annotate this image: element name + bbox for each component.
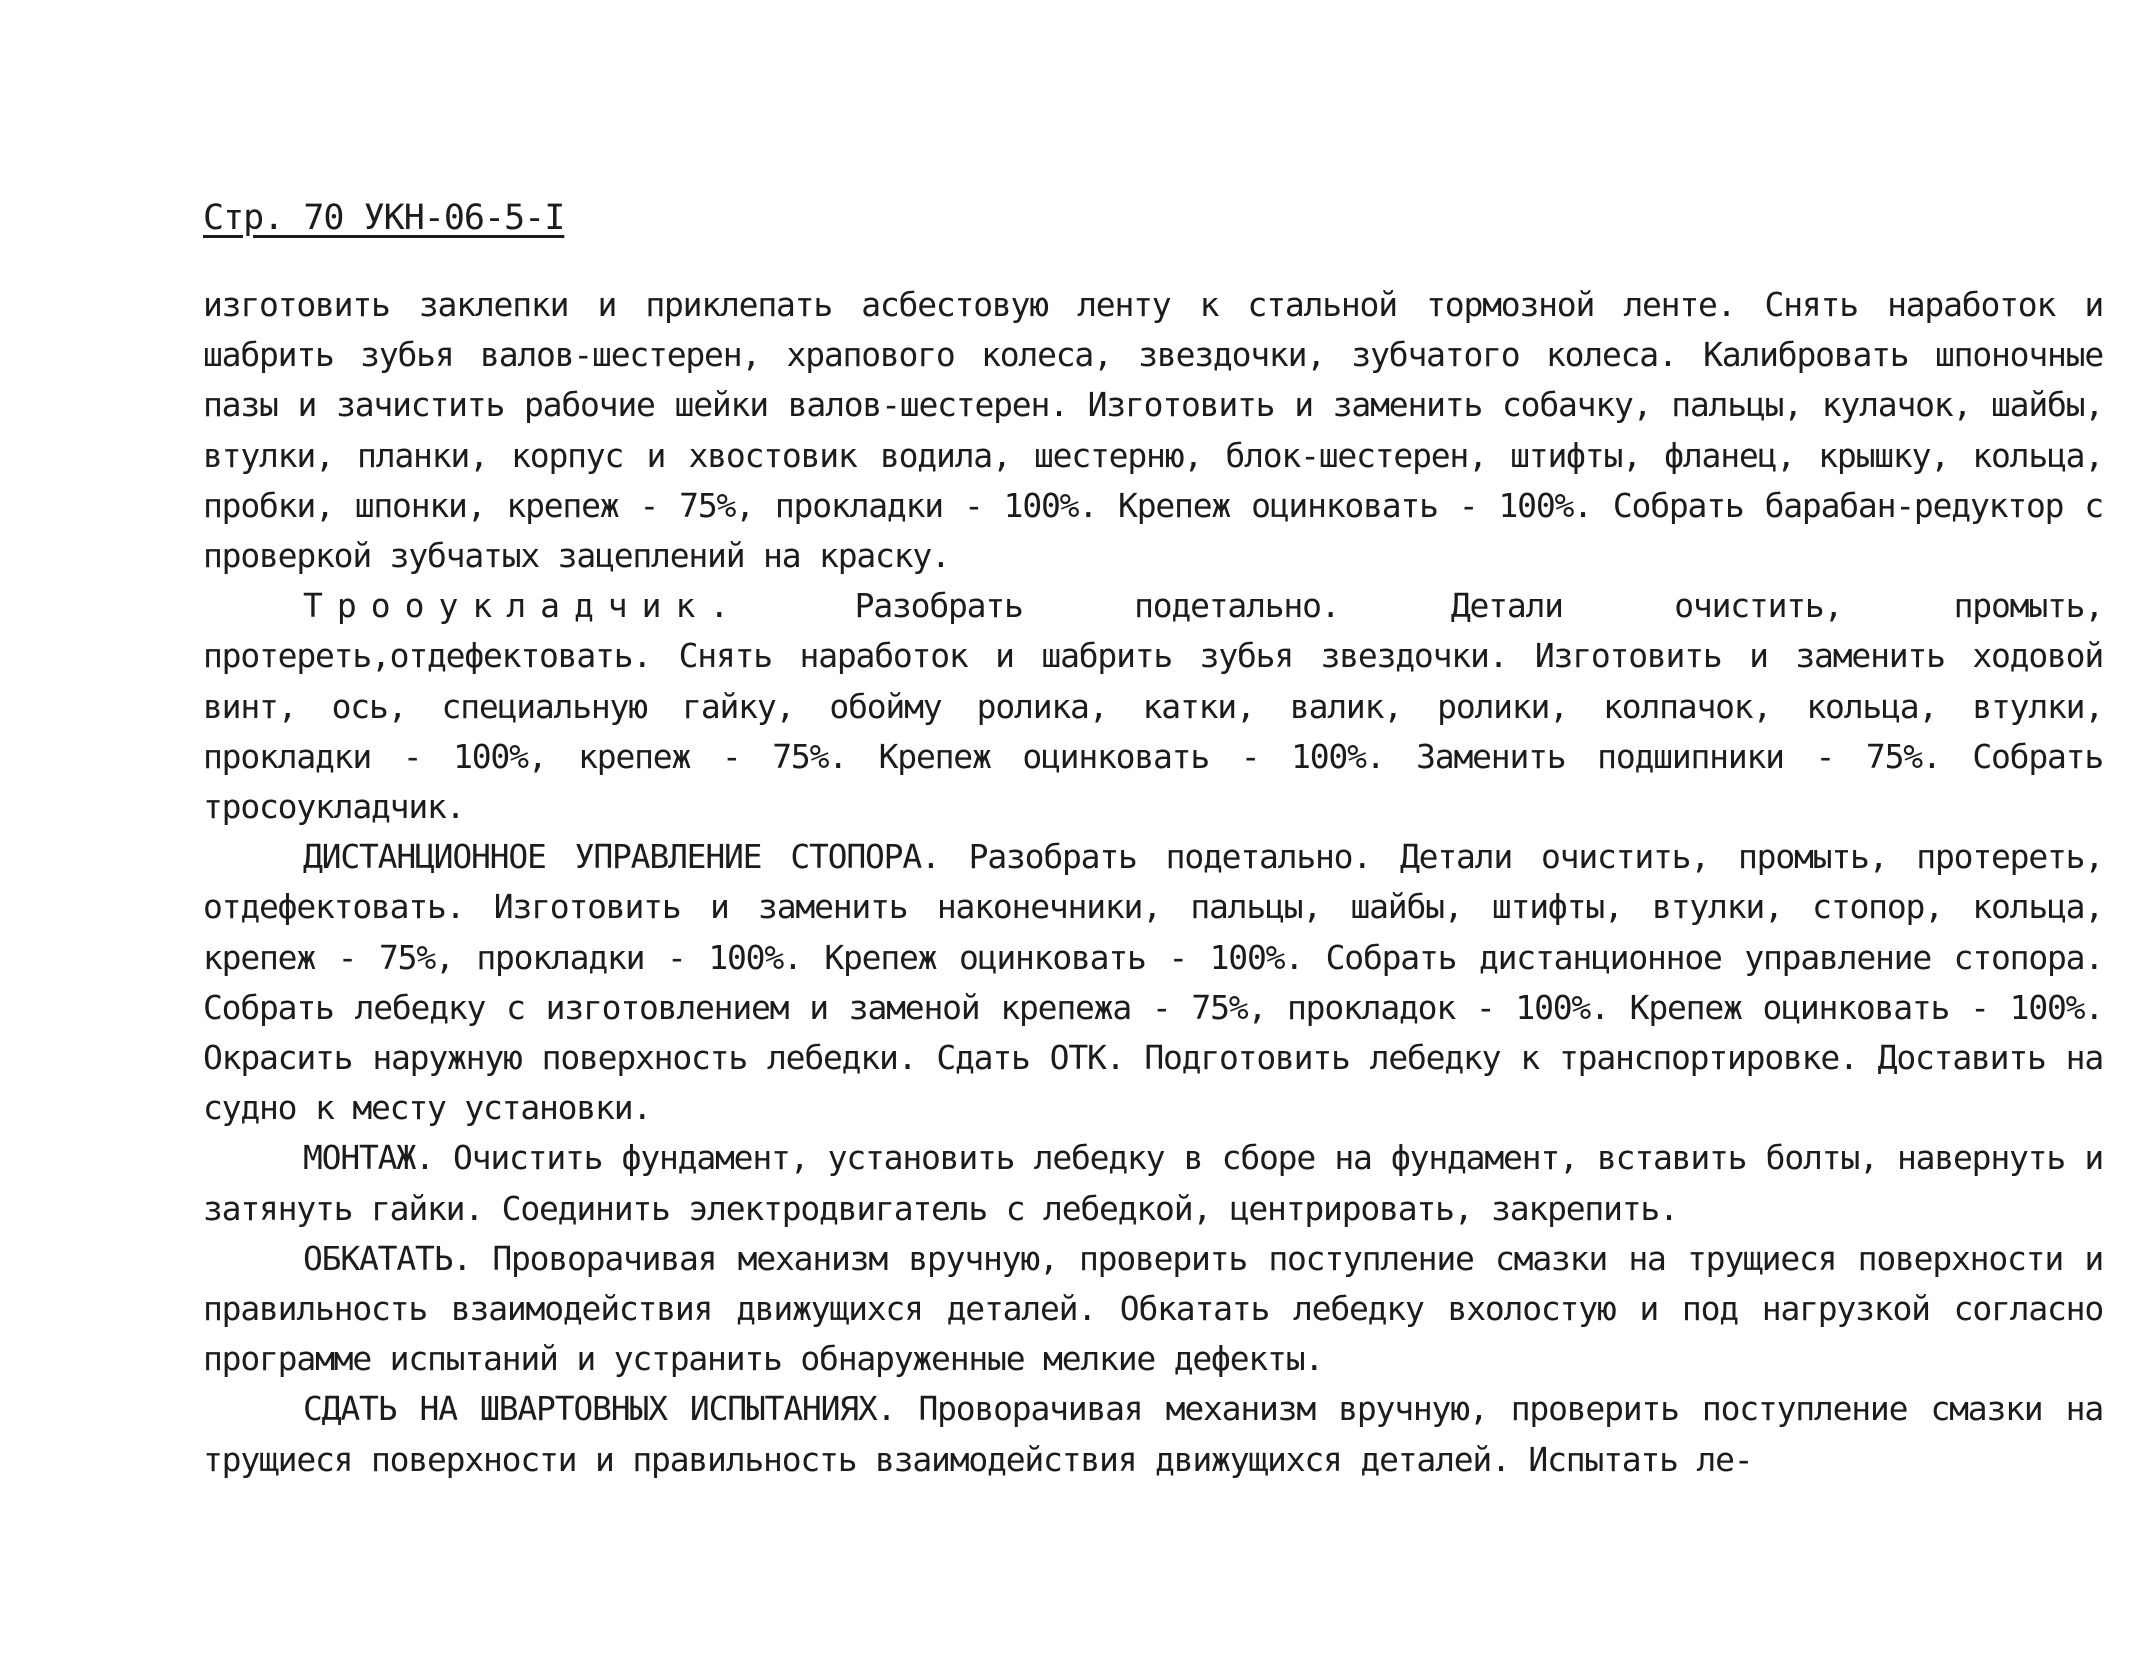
paragraph-text: Разобрать подетально. Детали очистить, промыть, протереть,отдефектовать. Снять наработок и шабрить зубья звездочки. Изготовить и заменить ходовой винт, ось, специальную гайку, обойму ролика, катки, валик, ролики, колпачок, кольца, втулки, прокладки - 100%, крепеж - 75%. Крепеж оцинковать - 100%. Заменить подшипники - 75%. Собрать тросоукладчик. [203, 586, 2103, 827]
paragraph-rope-layer [203, 581, 2103, 832]
paragraph-lead: Трооукладчик. [303, 586, 744, 626]
body-text [203, 280, 2103, 1485]
paragraph-run-in [203, 1234, 2103, 1385]
paragraph-text: ДИСТАНЦИОННОЕ УПРАВЛЕНИЕ СТОПОРА. Разобрать подетально. Детали очистить, промыть, протереть, отдефектовать. Изготовить и заменить наконечники, пальцы, шайбы, штифты, втулки, стопор, кольца, крепеж - 75%, прокладки - 100%. Крепеж оцинковать - 100%. Собрать дистанционное управление стопора. Собрать лебедку с изготовлением и заменой крепежа - 75%, прокладок - 100%. Крепеж оцинковать - 100%. Окрасить наружную поверхность лебедки. Сдать ОТК. Подготовить лебедку к транспортировке. Доставить на судно к месту установки. [203, 837, 2103, 1128]
paragraph-mounting [203, 1133, 2103, 1233]
paragraph-text: изготовить заклепки и приклепать асбестовую ленту к стальной тормозной ленте. Снять наработок и шабрить зубья валов-шестерен, храпового колеса, звездочки, зубчатого колеса. Калибровать шпоночные пазы и зачистить рабочие шейки валов-шестерен. Изготовить и заменить собачку, пальцы, кулачок, шайбы, втулки, планки, корпус и хвостовик водила, шестерню, блок-шестерен, штифты, фланец, крышку, кольца, пробки, шпонки, крепеж - 75%, прокладки - 100%. Крепеж оцинковать - 100%. Собрать барабан-редуктор с проверкой зубчатых зацеплений на краску. [203, 285, 2103, 576]
paragraph-mooring-tests [203, 1384, 2103, 1484]
paragraph-text: СДАТЬ НА ШВАРТОВНЫХ ИСПЫТАНИЯХ. Проворачивая механизм вручную, проверить поступление смазки на трущиеся поверхности и правильность взаимодействия движущихся деталей. Испытать ле- [203, 1389, 2103, 1479]
paragraph-brake-drum [203, 280, 2103, 581]
paragraph-remote-stopper [203, 832, 2103, 1133]
page-header: Стр. 70 УКН-06-5-I [203, 198, 565, 238]
paragraph-text: МОНТАЖ. Очистить фундамент, установить лебедку в сборе на фундамент, вставить болты, навернуть и затянуть гайки. Соединить электродвигатель с лебедкой, центрировать, закрепить. [203, 1138, 2103, 1228]
paragraph-text: ОБКАТАТЬ. Проворачивая механизм вручную, проверить поступление смазки на трущиеся поверхности и правильность взаимодействия движущихся деталей. Обкатать лебедку вхолостую и под нагрузкой согласно программе испытаний и устранить обнаруженные мелкие дефекты. [203, 1238, 2103, 1379]
